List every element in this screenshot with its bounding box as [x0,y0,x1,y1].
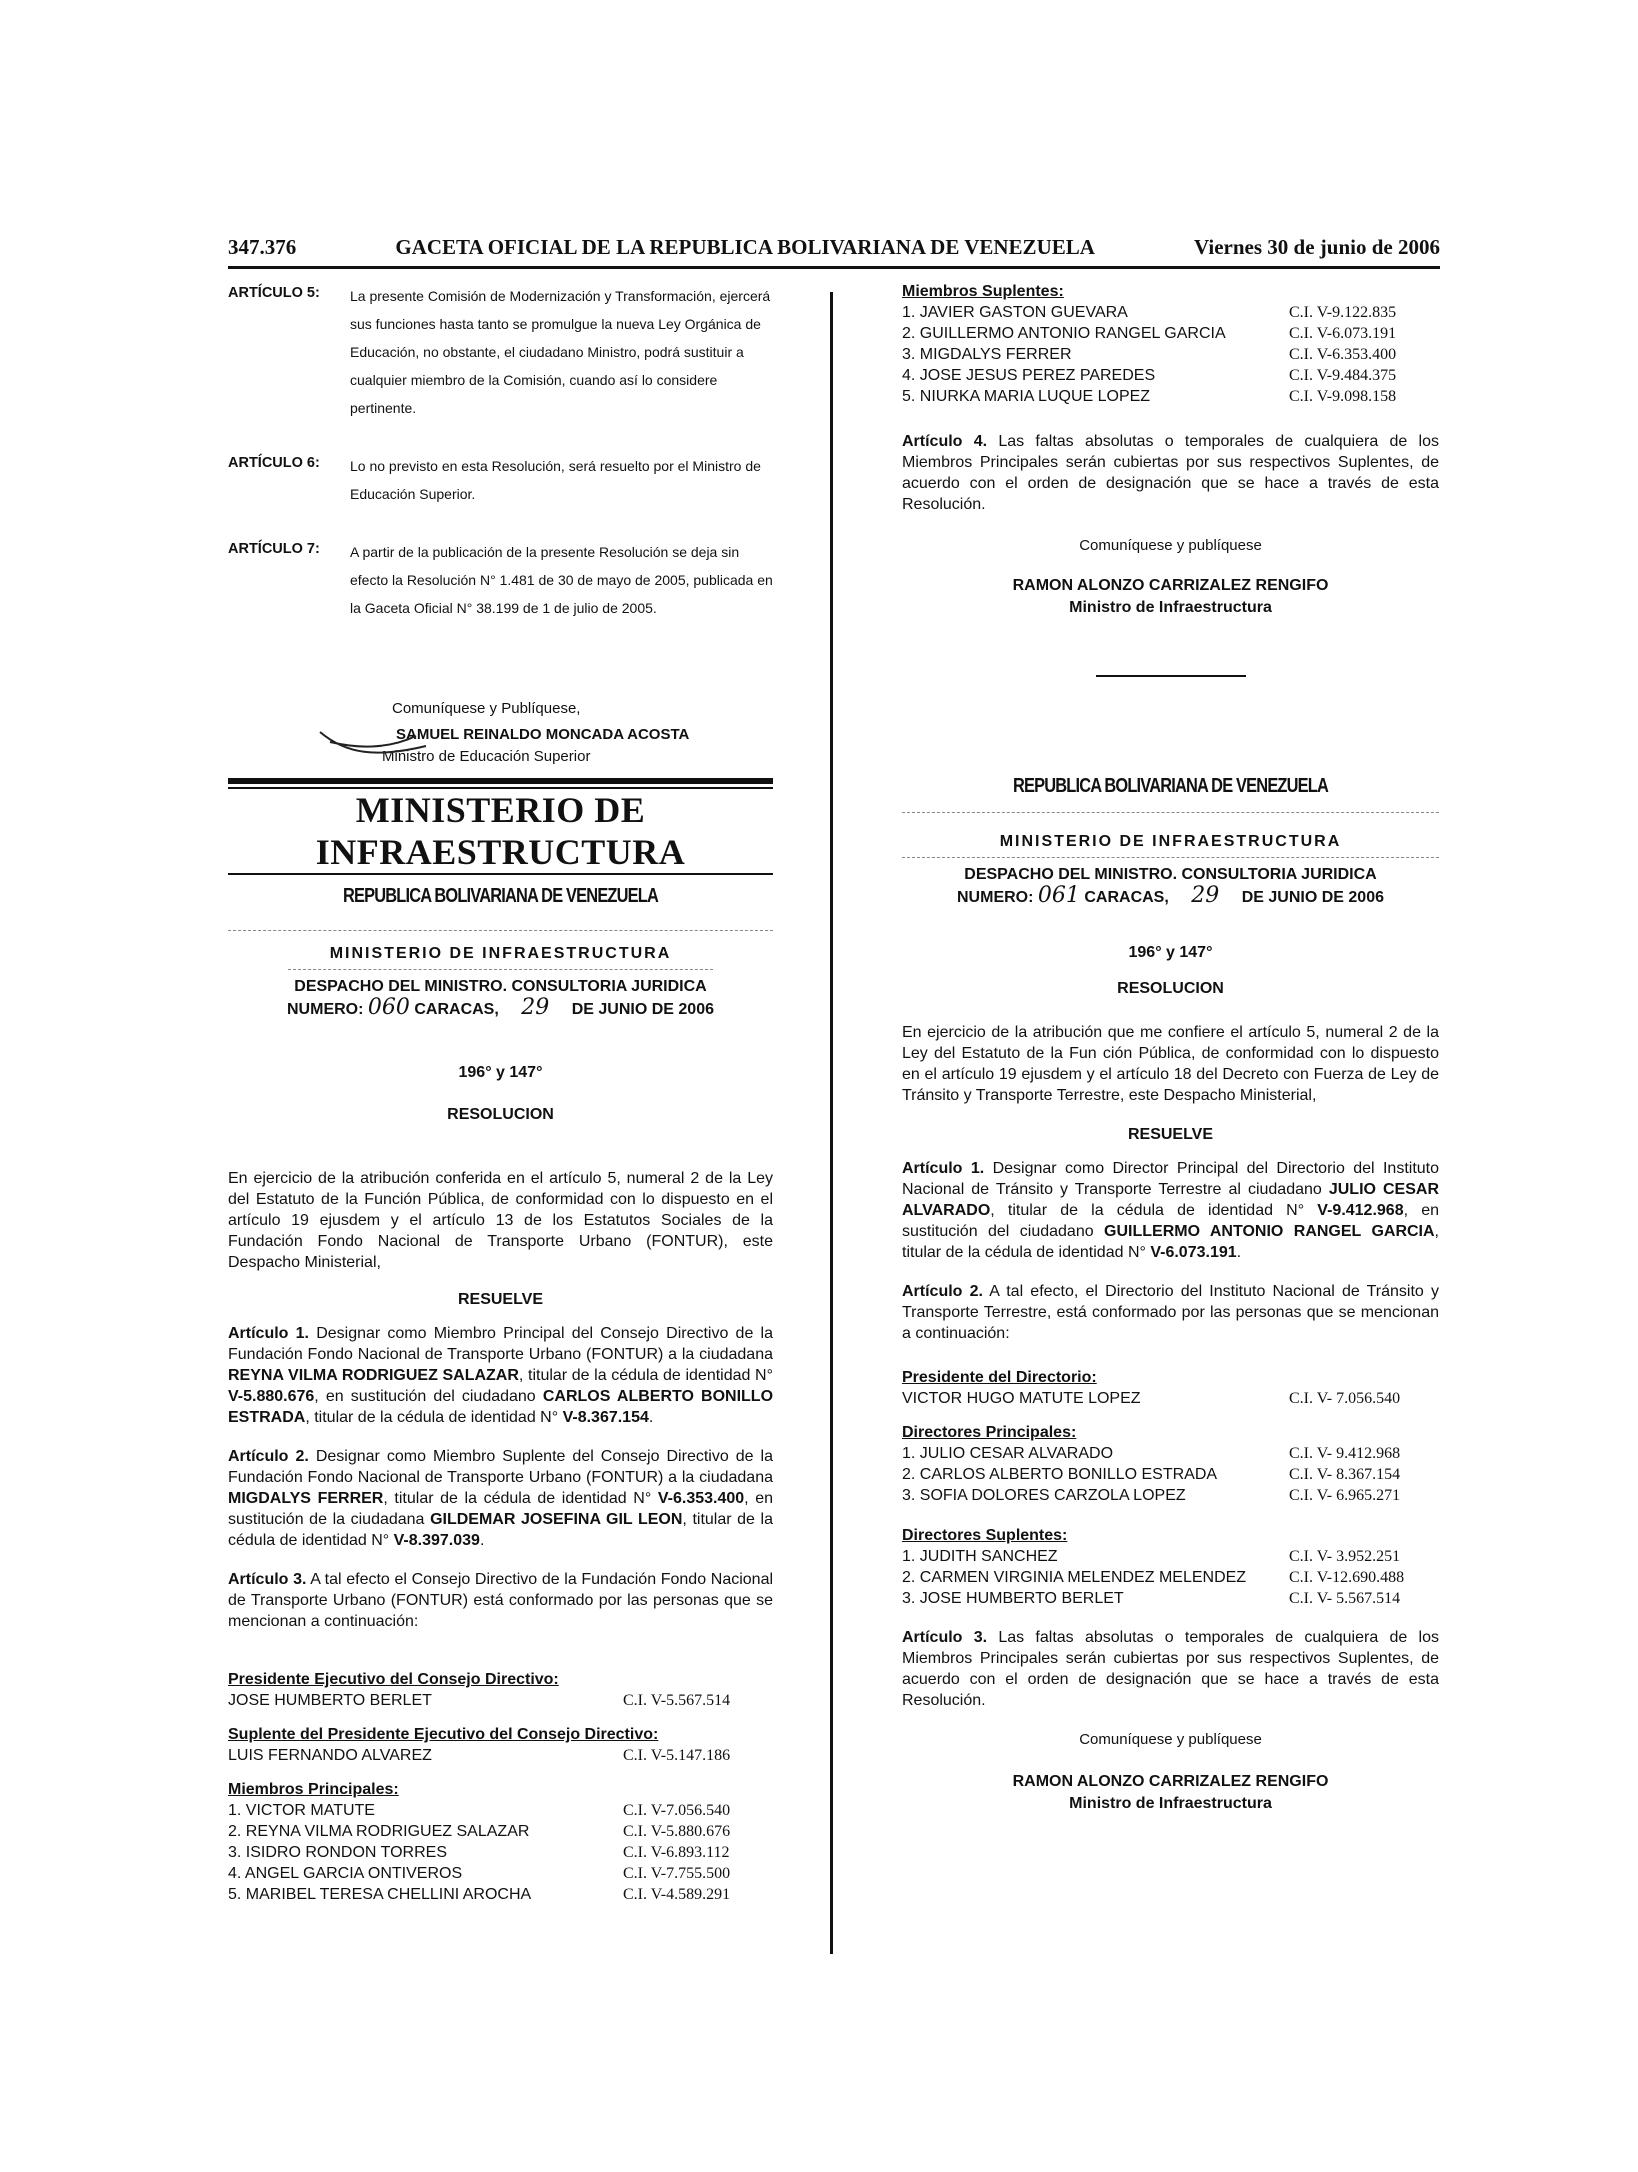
list-item: 1. JUDITH SANCHEZ C.I. V- 3.952.251 [902,1548,1401,1565]
years: 196° y 147° [458,1064,543,1081]
list-item: VICTOR HUGO MATUTE LOPEZ C.I. V- 7.056.540 [902,1390,1401,1407]
handwritten-signature [316,724,436,764]
list-item: 5. MARIBEL TERESA CHELLINI AROCHA C.I. V-4.589.291 [228,1886,731,1903]
office-heading: DESPACHO DEL MINISTRO. CONSULTORIA JURIDICA [294,978,707,995]
signature-block [316,724,773,772]
signer-name: SAMUEL REINALDO MONCADA ACOSTA [396,726,690,743]
signer-title: Ministro de Infraestructura [1069,599,1272,616]
resuelve: RESUELVE [1127,1126,1214,1143]
list-item: 5. NIURKA MARIA LUQUE LOPEZ C.I. V-9.098.158 [902,388,1397,405]
article-1: Artículo 1. Designar como Miembro Principal del Consejo Directivo de la Fundación Fondo Nacional de Transporte Urbano (FONTUR) a la ciudadana REYNA VILMA RODRIGUEZ SALAZAR, titular de la cédula de identidad N° V-5.880.676, en sustitución del ciudadano CARLOS ALBERTO BONILLO ESTRADA, titular de la cédula de identidad N° V-8.367.154. [228,1325,774,1426]
article-6: ARTÍCULO 6: Lo no previsto en esta Resolución, será resuelto por el Ministro de Educación Superior. [228,455,761,502]
handwritten-day: 29 [1191,883,1220,908]
banner-rule-bottom [228,873,773,875]
list-item: 3. ISIDRO RONDON TORRES C.I. V-6.893.112 [228,1844,730,1861]
list-item: 2. CARLOS ALBERTO BONILLO ESTRADA C.I. V- 8.367.154 [902,1466,1401,1483]
list-item: 1. VICTOR MATUTE C.I. V-7.056.540 [228,1802,731,1819]
gazette-header [228,232,1440,262]
article-5: ARTÍCULO 5: La presente Comisión de Modernización y Transformación, ejercerá sus funciones hasta tanto se promulgue la nueva Ley Orgánica de Educación, no obstante, el ciudadano Ministro, podrá sustituir a cualquier miembro de la Comisión, cuando así lo considere pertinente. [228,285,771,416]
list-item: 3. MIGDALYS FERRER C.I. V-6.353.400 [902,346,1397,363]
list-item: 2. GUILLERMO ANTONIO RANGEL GARCIA C.I. V-6.073.191 [902,325,1397,342]
principal-members-title: Miembros Principales: [228,1781,399,1798]
ministry-banner: MINISTERIO DE INFRAESTRUCTURA [315,790,686,872]
closing-phrase: Comuníquese y publíquese [1079,537,1262,554]
resolution-title: RESOLUCION [447,1106,554,1123]
preamble: En ejercicio de la atribución conferida en el artículo 5, numeral 2 de la Ley del Estatuto de la Función Pública, de conformidad con lo dispuesto en el artículo 19 ejusdem y el artículo 13 de los Estatutos Sociales de la Fundación Fondo Nacional de Transporte Urbano (FONTUR), este Despacho Ministerial, [228,1170,773,1271]
header-rule [228,266,1440,269]
list-item: 2. REYNA VILMA RODRIGUEZ SALAZAR C.I. V-5.880.676 [228,1823,731,1840]
closing-phrase: Comuníquese y Publíquese, [392,700,581,717]
resolution-number: NUMERO: 061 CARACAS, 29 DE JUNIO DE 2006 [957,883,1384,908]
resolution-number: NUMERO: 060 CARACAS, 29 DE JUNIO DE 2006 [287,995,714,1020]
handwritten-number: 061 [1037,883,1080,908]
article-3: Artículo 3. Las faltas absolutas o temporales de cualquiera de los Miembros Principales serán cubiertas por sus respectivos Suplentes, de acuerdo con el orden de designación que se hace a través de esta Resolución. [902,1629,1440,1709]
left-column [228,282,773,1905]
banner-rule-top [228,778,773,784]
right-column [902,282,1439,1815]
handwritten-day: 29 [521,995,550,1020]
president-title: Presidente Ejecutivo del Consejo Directivo: [228,1671,559,1688]
list-item: JOSE HUMBERTO BERLET C.I. V-5.567.514 [228,1692,731,1709]
substitute-members-title: Miembros Suplentes: [902,283,1064,300]
signer-title: Ministro de Infraestructura [1069,1795,1272,1812]
list-item: 4. ANGEL GARCIA ONTIVEROS C.I. V-7.755.500 [228,1865,731,1882]
republic-title: REPUBLICA BOLIVARIANA DE VENEZUELA [1012,775,1329,797]
handwritten-number: 060 [367,995,410,1020]
signature-block [902,575,1439,619]
signer-name: RAMON ALONZO CARRIZALEZ RENGIFO [1012,577,1329,594]
years: 196° y 147° [1128,944,1213,961]
preamble: En ejercicio de la atribución que me confiere el artículo 5, numeral 2 de la Ley del Estatuto de la Fun ción Pública, de conformidad con lo dispuesto en el artículo 19 ejusdem y el artículo 18 del Decreto con Fuerza de Ley de Tránsito y Transporte Terrestre, este Despacho Ministerial, [902,1024,1439,1104]
office-heading: DESPACHO DEL MINISTRO. CONSULTORIA JURIDICA [964,866,1377,883]
article-4: Artículo 4. Las faltas absolutas o temporales de cualquiera de los Miembros Principales serán cubiertas por sus respectivos Suplentes, de acuerdo con el orden de designación que se hace a través de esta Resolución. [902,433,1440,513]
ministry-heading: MINISTERIO DE INFRAESTRUCTURA [999,833,1342,850]
list-item: 1. JULIO CESAR ALVARADO C.I. V- 9.412.968 [902,1445,1401,1462]
list-item: LUIS FERNANDO ALVAREZ C.I. V-5.147.186 [228,1747,731,1764]
directorate-president-title: Presidente del Directorio: [902,1369,1097,1386]
substitute-directors-title: Directores Suplentes: [902,1527,1068,1544]
substitute-president-title: Suplente del Presidente Ejecutivo del Consejo Directivo: [228,1726,659,1743]
principal-directors-title: Directores Principales: [902,1424,1077,1441]
signer-title: Ministro de Educación Superior [382,748,591,765]
list-item: 4. JOSE JESUS PEREZ PAREDES C.I. V-9.484.375 [902,367,1397,384]
list-item: 3. SOFIA DOLORES CARZOLA LOPEZ C.I. V- 6.965.271 [902,1487,1401,1504]
signature-block [902,1771,1439,1815]
column-divider [830,292,833,1954]
resuelve: RESUELVE [457,1291,544,1308]
list-item: 2. CARMEN VIRGINIA MELENDEZ MELENDEZ C.I. V-12.690.488 [902,1569,1405,1586]
article-3: Artículo 3. A tal efecto el Consejo Directivo de la Fundación Fondo Nacional de Transporte Urbano (FONTUR) está conformado por las personas que se mencionan a continuación: [228,1571,774,1630]
list-item: 3. JOSE HUMBERTO BERLET C.I. V- 5.567.514 [902,1590,1401,1607]
article-7: ARTÍCULO 7: A partir de la publicación de la presente Resolución se deja sin efecto la Resolución N° 1.481 de 30 de mayo de 2005, publicada en la Gaceta Oficial N° 38.199 de 1 de julio de 2005. [228,541,773,616]
resolution-title: RESOLUCION [1117,980,1224,997]
closing-phrase: Comuníquese y publíquese [1079,1731,1262,1748]
republic-title: REPUBLICA BOLIVARIANA DE VENEZUELA [342,885,659,907]
list-item: 1. JAVIER GASTON GUEVARA C.I. V-9.122.835 [902,304,1397,321]
gazette-title: GACETA OFICIAL DE LA REPUBLICA BOLIVARIANA DE VENEZUELA [395,234,1095,259]
page-number: 347.376 [228,234,297,259]
article-2: Artículo 2. A tal efecto, el Directorio del Instituto Nacional de Tránsito y Transporte Terrestre, está conformado por las personas que se mencionan a continuación: [902,1283,1440,1342]
article-2: Artículo 2. Designar como Miembro Suplente del Consejo Directivo de la Fundación Fondo Nacional de Transporte Urbano (FONTUR) a la ciudadana MIGDALYS FERRER, titular de la cédula de identidad N° V-6.353.400, en sustitución de la ciudadana GILDEMAR JOSEFINA GIL LEON, titular de la cédula de identidad N° V-8.397.039. [228,1448,774,1549]
article-1: Artículo 1. Designar como Director Principal del Directorio del Instituto Nacional de Tránsito y Transporte Terrestre al ciudadano JULIO CESAR ALVARADO, titular de la cédula de identidad N° V-9.412.968, en sustitución del ciudadano GUILLERMO ANTONIO RANGEL GARCIA, titular de la cédula de identidad N° V-6.073.191. [902,1160,1440,1261]
signer-name: RAMON ALONZO CARRIZALEZ RENGIFO [1012,1773,1329,1790]
issue-date: Viernes 30 de junio de 2006 [1194,234,1440,259]
ministry-heading: MINISTERIO DE INFRAESTRUCTURA [329,945,672,962]
